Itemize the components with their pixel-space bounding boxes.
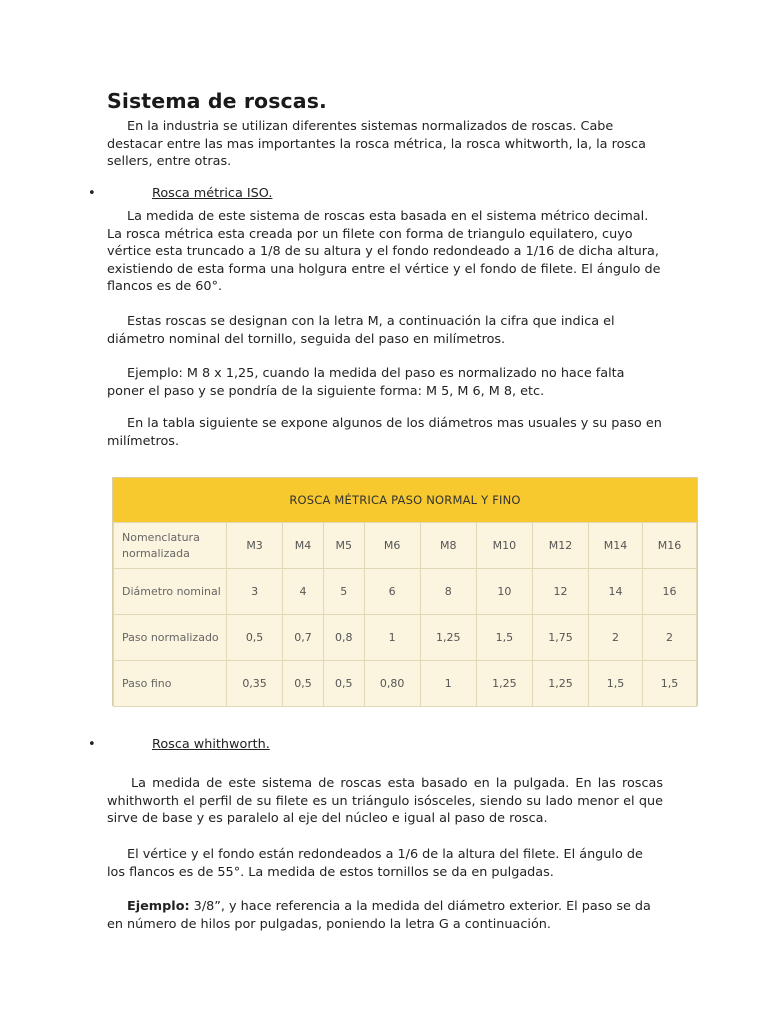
metric-paragraph-4-text: En la tabla siguiente se expone algunos de los diámetros mas usuales y su paso en milímetros. [107, 416, 662, 449]
table-cell: 0,8 [323, 615, 364, 661]
table-cell: 6 [364, 569, 420, 615]
metric-paragraph-1 [107, 208, 663, 296]
table-cell: 0,80 [364, 661, 420, 707]
table-cell: 0,35 [227, 661, 283, 707]
metric-paragraph-3 [107, 365, 663, 400]
table-cell: 1,25 [476, 661, 532, 707]
whitworth-paragraph-3 [107, 898, 663, 933]
metric-paragraph-4 [107, 415, 663, 450]
table-cell: 2 [589, 615, 643, 661]
intro-paragraph [107, 118, 663, 171]
table-cell: 1 [420, 661, 476, 707]
section-heading-metric: Rosca métrica ISO. [152, 186, 273, 201]
whitworth-paragraph-2-text: El vértice y el fondo están redondeados a 1/6 de la altura del filete. El ángulo de los flancos es de 55°. La medida de estos tornillos se da en pulgadas. [107, 847, 643, 880]
table-cell: M6 [364, 523, 420, 569]
table-title: ROSCA MÉTRICA PASO NORMAL Y FINO [113, 478, 697, 522]
metric-paragraph-2 [107, 313, 663, 348]
table-row [114, 615, 697, 661]
example-label: Ejemplo: [127, 899, 190, 914]
table-cell: 10 [476, 569, 532, 615]
table-cell: M8 [420, 523, 476, 569]
table-cell: 12 [532, 569, 588, 615]
table-cell: 16 [642, 569, 696, 615]
metric-thread-table [112, 477, 698, 706]
table-cell: M5 [323, 523, 364, 569]
table-cell: M14 [589, 523, 643, 569]
table-cell: 1,25 [420, 615, 476, 661]
bullet-icon: • [88, 186, 96, 201]
table-cell: M12 [532, 523, 588, 569]
whitworth-paragraph-1-text: La medida de este sistema de roscas esta basado en la pulgada. En las roscas whithworth el perfil de su filete es un triángulo isósceles, siendo su lado menor el que sirve de base y es paralelo al eje del núcleo e igual al paso de rosca. [107, 776, 663, 827]
table-cell: 0,5 [323, 661, 364, 707]
table-cell: 1,5 [589, 661, 643, 707]
table-cell: 1,25 [532, 661, 588, 707]
intro-text: En la industria se utilizan diferentes sistemas normalizados de roscas. Cabe destacar entre las mas importantes la rosca métrica, la rosca whitworth, la, la rosca sellers, entre otras. [107, 119, 646, 170]
table-cell: M4 [283, 523, 324, 569]
section-heading-whitworth: Rosca whithworth. [152, 737, 270, 752]
table-cell: M3 [227, 523, 283, 569]
table-cell: 1,5 [642, 661, 696, 707]
table-row [114, 661, 697, 707]
table-body [113, 522, 697, 707]
whitworth-paragraph-2 [107, 846, 663, 881]
metric-paragraph-1-text: La medida de este sistema de roscas esta basada en el sistema métrico decimal. La rosca métrica esta creada por un filete con forma de triangulo equilatero, cuyo vértice esta truncado a 1/8 de su altura y el fondo redondeado a 1/16 de dicha altura, existiendo de esta forma una holgura entre el vértice y el fondo de filete. El ángulo de flancos es de 60°. [107, 209, 661, 295]
metric-paragraph-2-text: Estas roscas se designan con la letra M, a continuación la cifra que indica el diámetro nominal del tornillo, seguida del paso en milímetros. [107, 314, 615, 347]
table-cell: 0,5 [227, 615, 283, 661]
row-label: Nomenclatura normalizada [114, 523, 227, 569]
table-cell: 1,5 [476, 615, 532, 661]
table-row [114, 569, 697, 615]
row-label: Diámetro nominal [114, 569, 227, 615]
whitworth-paragraph-3-text: 3/8”, y hace referencia a la medida del diámetro exterior. El paso se da en número de hilos por pulgadas, poniendo la letra G a continuación. [107, 899, 651, 932]
table-row [114, 523, 697, 569]
whitworth-paragraph-1 [107, 775, 663, 828]
table-cell: 0,7 [283, 615, 324, 661]
table-cell: 8 [420, 569, 476, 615]
table-cell: M16 [642, 523, 696, 569]
row-label: Paso normalizado [114, 615, 227, 661]
table-cell: 4 [283, 569, 324, 615]
table-cell: 0,5 [283, 661, 324, 707]
table-cell: 1,75 [532, 615, 588, 661]
table-cell: M10 [476, 523, 532, 569]
row-label: Paso fino [114, 661, 227, 707]
page-title: Sistema de roscas. [107, 89, 327, 113]
metric-paragraph-3-text: Ejemplo: M 8 x 1,25, cuando la medida del paso es normalizado no hace falta poner el paso y se pondría de la siguiente forma: M 5, M 6, M 8, etc. [107, 366, 625, 399]
table-cell: 2 [642, 615, 696, 661]
bullet-icon: • [88, 737, 96, 752]
table-cell: 5 [323, 569, 364, 615]
table-cell: 14 [589, 569, 643, 615]
table-cell: 1 [364, 615, 420, 661]
table-cell: 3 [227, 569, 283, 615]
